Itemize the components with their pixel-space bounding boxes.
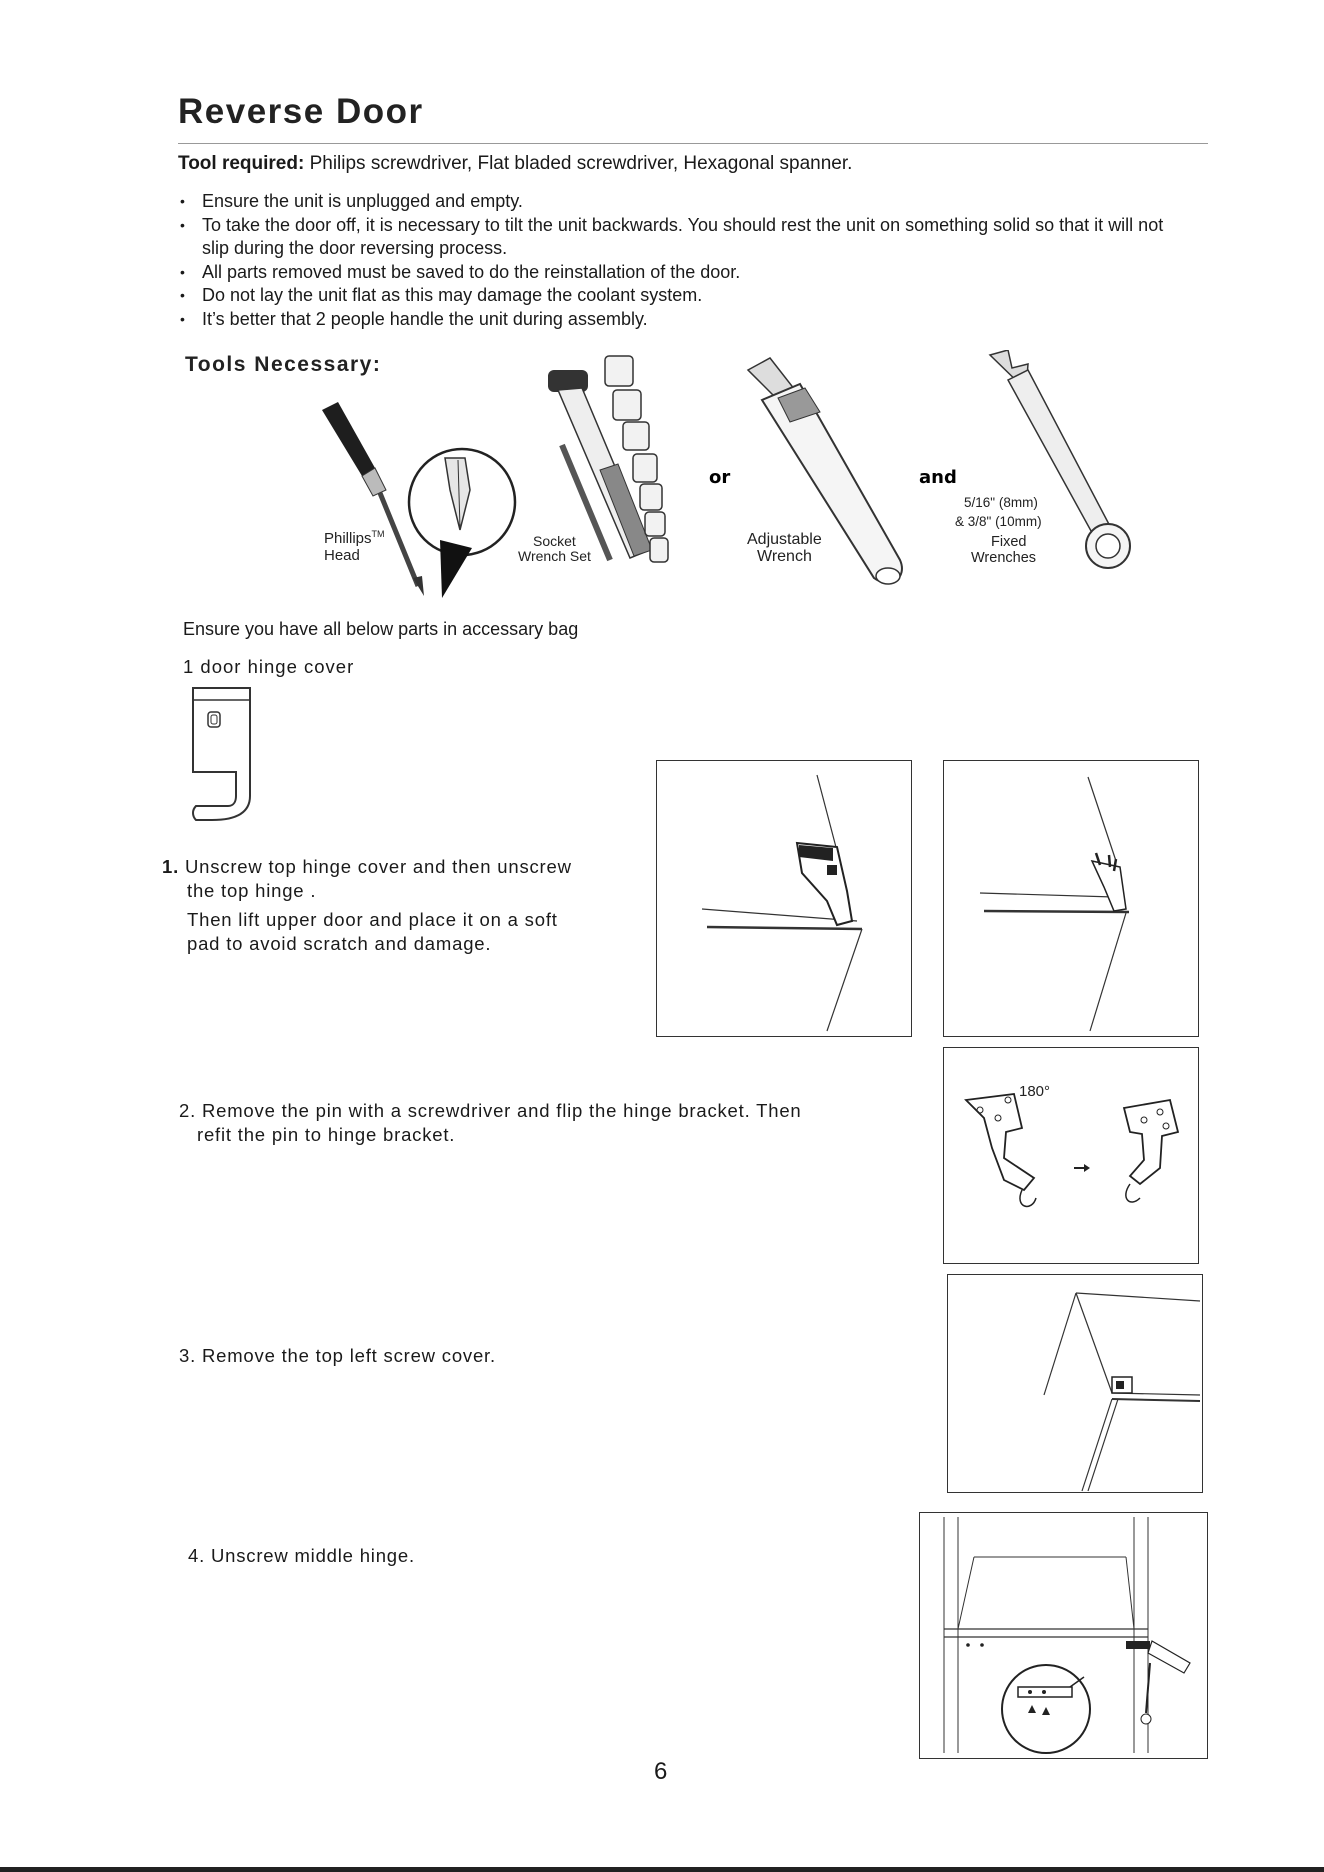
fixed-label-3: Fixed — [991, 534, 1027, 550]
adjustable-label: Adjustable — [747, 531, 822, 548]
list-item: • To take the door off, it is necessary to tilt the unit backwards. You should rest the unit on something solid so that it will not slip during the door reversing process. — [178, 214, 1178, 261]
step-1-line-2: the top hinge . — [187, 880, 317, 901]
tool-required-label: Tool required: — [178, 153, 305, 174]
title-divider — [178, 143, 1208, 144]
phillips-label: Phillips™ — [324, 529, 385, 547]
step-4: 4. Unscrew middle hinge. — [188, 1545, 415, 1566]
list-item: • It’s better that 2 people handle the unit during assembly. — [178, 308, 1178, 332]
socket-label: Socket — [533, 533, 576, 549]
tool-required-line — [178, 153, 852, 175]
phillips-label-2: Head — [324, 547, 360, 564]
tool-required-text: Philips screwdriver, Flat bladed screwdriver, Hexagonal spanner. — [304, 153, 853, 174]
fixed-label: 5/16" (8mm) — [964, 495, 1038, 510]
step-1-line-1: Unscrew top hinge cover and then unscrew — [184, 856, 572, 877]
fixed-label-4: Wrenches — [971, 550, 1037, 566]
socket-label-2: Wrench Set — [518, 548, 591, 564]
step-1-line-3: Then lift upper door and place it on a soft — [187, 909, 558, 930]
step-2-line-2: refit the pin to hinge bracket. — [197, 1124, 456, 1145]
step-2-line-1: 2. Remove the pin with a screwdriver and flip the hinge bracket. Then — [179, 1100, 802, 1121]
step-4-figure — [919, 1512, 1208, 1759]
step-1-line-4: pad to avoid scratch and damage. — [187, 933, 492, 954]
page-title: Reverse Door — [178, 92, 424, 131]
list-item: • Ensure the unit is unplugged and empty. — [178, 190, 1178, 214]
tools-heading: Tools Necessary: — [185, 353, 382, 376]
list-item: • All parts removed must be saved to do the reinstallation of the door. — [178, 261, 1178, 285]
step-1-number: 1. — [162, 856, 180, 877]
hinge-cover-item: 1 door hinge cover — [183, 656, 355, 677]
phillips-screwdriver-icon — [322, 402, 515, 598]
step-2-figure — [943, 1047, 1199, 1264]
precaution-list — [178, 190, 1178, 331]
tools-illustration — [300, 350, 1160, 610]
and-label: and — [919, 467, 957, 488]
page-number: 6 — [654, 1758, 668, 1785]
list-item: • Do not lay the unit flat as this may damage the coolant system. — [178, 284, 1178, 308]
adjustable-label-2: Wrench — [757, 548, 812, 565]
bottom-border — [0, 1867, 1324, 1872]
step-1-figure-b — [943, 760, 1199, 1037]
socket-wrench-icon — [548, 356, 668, 562]
fixed-label-2: & 3/8" (10mm) — [955, 514, 1042, 529]
accessory-bag-note: Ensure you have all below parts in accessary bag — [183, 619, 579, 639]
step-1-figure-a — [656, 760, 912, 1037]
step-1 — [162, 855, 572, 879]
rotation-angle-label: 180° — [1019, 1083, 1051, 1100]
or-label: or — [709, 467, 731, 488]
hinge-cover-icon — [190, 686, 260, 826]
step-3-figure — [947, 1274, 1203, 1493]
step-3: 3. Remove the top left screw cover. — [179, 1345, 496, 1366]
